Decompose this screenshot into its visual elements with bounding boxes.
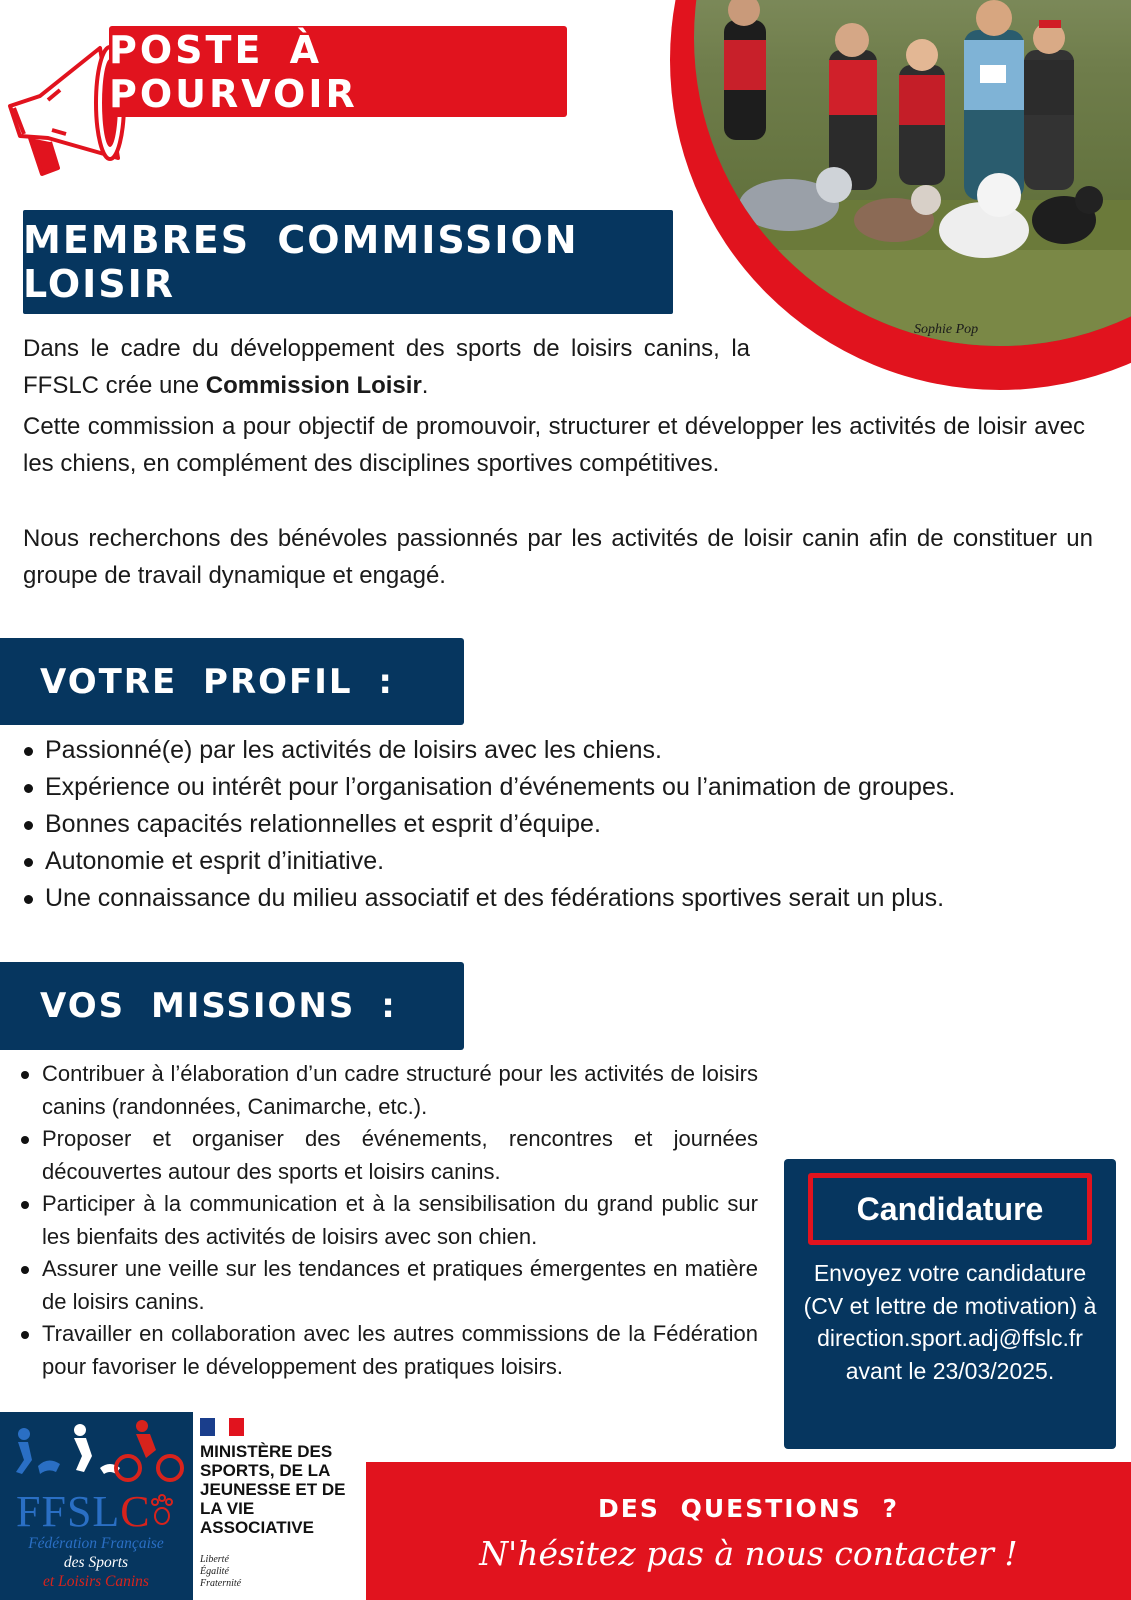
list-item: Assurer une veille sur les tendances et pratiques émergentes en matière de loisirs canins. bbox=[20, 1253, 758, 1318]
athletes-silhouette-icon bbox=[0, 1412, 193, 1492]
runners-with-dogs-image bbox=[694, 0, 1131, 346]
poste-a-pourvoir-banner bbox=[109, 26, 567, 117]
motto-fraternite: Fraternité bbox=[200, 1578, 242, 1589]
list-item: Une connaissance du milieu associatif et des fédérations sportives serait un plus. bbox=[23, 880, 1123, 917]
candidature-title: Candidature bbox=[808, 1173, 1092, 1245]
ffslc-name-line-2: des Sports bbox=[63, 1554, 129, 1571]
page-title-text: MEMBRES COMMISSION LOISIR bbox=[23, 218, 579, 306]
ffslc-logo bbox=[0, 1412, 193, 1600]
ffslc-name-line-3: et Loisirs Canins bbox=[43, 1573, 149, 1590]
profil-list bbox=[23, 732, 1123, 917]
profil-heading bbox=[0, 638, 464, 725]
candidature-box bbox=[784, 1159, 1116, 1449]
photo-credit: Sophie Pop bbox=[914, 322, 979, 337]
ministere-logo bbox=[193, 1412, 366, 1600]
commission-name: Commission Loisir bbox=[205, 372, 422, 399]
missions-list bbox=[20, 1058, 758, 1383]
list-item: Expérience ou intérêt pour l’organisation d’événements ou l’animation de groupes. bbox=[23, 769, 1123, 806]
list-item: Participer à la communication et à la sensibilisation du grand public sur les bienfaits des activités de loisirs avec son chien. bbox=[20, 1188, 758, 1253]
canicross-photo bbox=[694, 0, 1131, 346]
intro-punctuation: . bbox=[421, 372, 429, 399]
ffslc-full-name bbox=[6, 1534, 186, 1591]
banner-label: POSTE À POURVOIR bbox=[109, 27, 358, 116]
intro-paragraph-2: Cette commission a pour objectif de promouvoir, structurer et développer les activités de loisir avec les chiens, en complément des disciplines sportives compétitives. bbox=[23, 413, 1085, 477]
ffslc-letter-c: C bbox=[120, 1487, 151, 1536]
intro-paragraph-3: Nous recherchons des bénévoles passionnés par les activités de loisir canin afin de constituer un groupe de travail dynamique et engagé. bbox=[23, 525, 1093, 589]
french-flag-icon bbox=[200, 1418, 244, 1436]
list-item: Passionné(e) par les activités de loisirs avec les chiens. bbox=[23, 732, 1123, 769]
ffslc-wordmark bbox=[16, 1486, 151, 1537]
intro-paragraph-1 bbox=[23, 330, 750, 404]
questions-heading: DES QUESTIONS ? bbox=[598, 1494, 899, 1523]
list-item: Proposer et organiser des événements, rencontres et journées découvertes autour des sports et loisirs canins. bbox=[20, 1123, 758, 1188]
republic-motto bbox=[200, 1554, 241, 1590]
motto-liberte: Liberté bbox=[200, 1554, 229, 1565]
profil-heading-text: VOTRE PROFIL : bbox=[40, 661, 395, 702]
list-item: Bonnes capacités relationnelles et esprit d’équipe. bbox=[23, 806, 1123, 843]
ministere-name: MINISTÈRE DES SPORTS, DE LA JEUNESSE ET DE LA VIE ASSOCIATIVE bbox=[200, 1442, 346, 1537]
ffslc-letters: FFSL bbox=[16, 1487, 121, 1536]
paw-print-icon bbox=[150, 1492, 174, 1528]
missions-heading bbox=[0, 962, 464, 1050]
list-item: Autonomie et esprit d’initiative. bbox=[23, 843, 1123, 880]
candidature-text: Envoyez votre candidature (CV et lettre de motivation) à direction.sport.adj@ffslc.fr avant le 23/03/2025. bbox=[803, 1260, 1097, 1384]
contact-cta: N'hésitez pas à nous contacter ! bbox=[479, 1534, 1018, 1573]
intro-text: Dans le cadre du développement des sports de loisirs canins, la FFSLC crée une bbox=[23, 335, 750, 399]
motto-egalite: Égalité bbox=[200, 1566, 229, 1577]
ffslc-name-line-1: Fédération Française bbox=[28, 1535, 164, 1552]
page-title bbox=[23, 210, 673, 314]
missions-heading-text: VOS MISSIONS : bbox=[40, 986, 397, 1026]
list-item: Contribuer à l’élaboration d’un cadre structuré pour les activités de loisirs canins (randonnées, Canimarche, etc.). bbox=[20, 1058, 758, 1123]
contact-banner bbox=[366, 1462, 1131, 1600]
list-item: Travailler en collaboration avec les autres commissions de la Fédération pour favoriser le développement des pratiques loisirs. bbox=[20, 1318, 758, 1383]
